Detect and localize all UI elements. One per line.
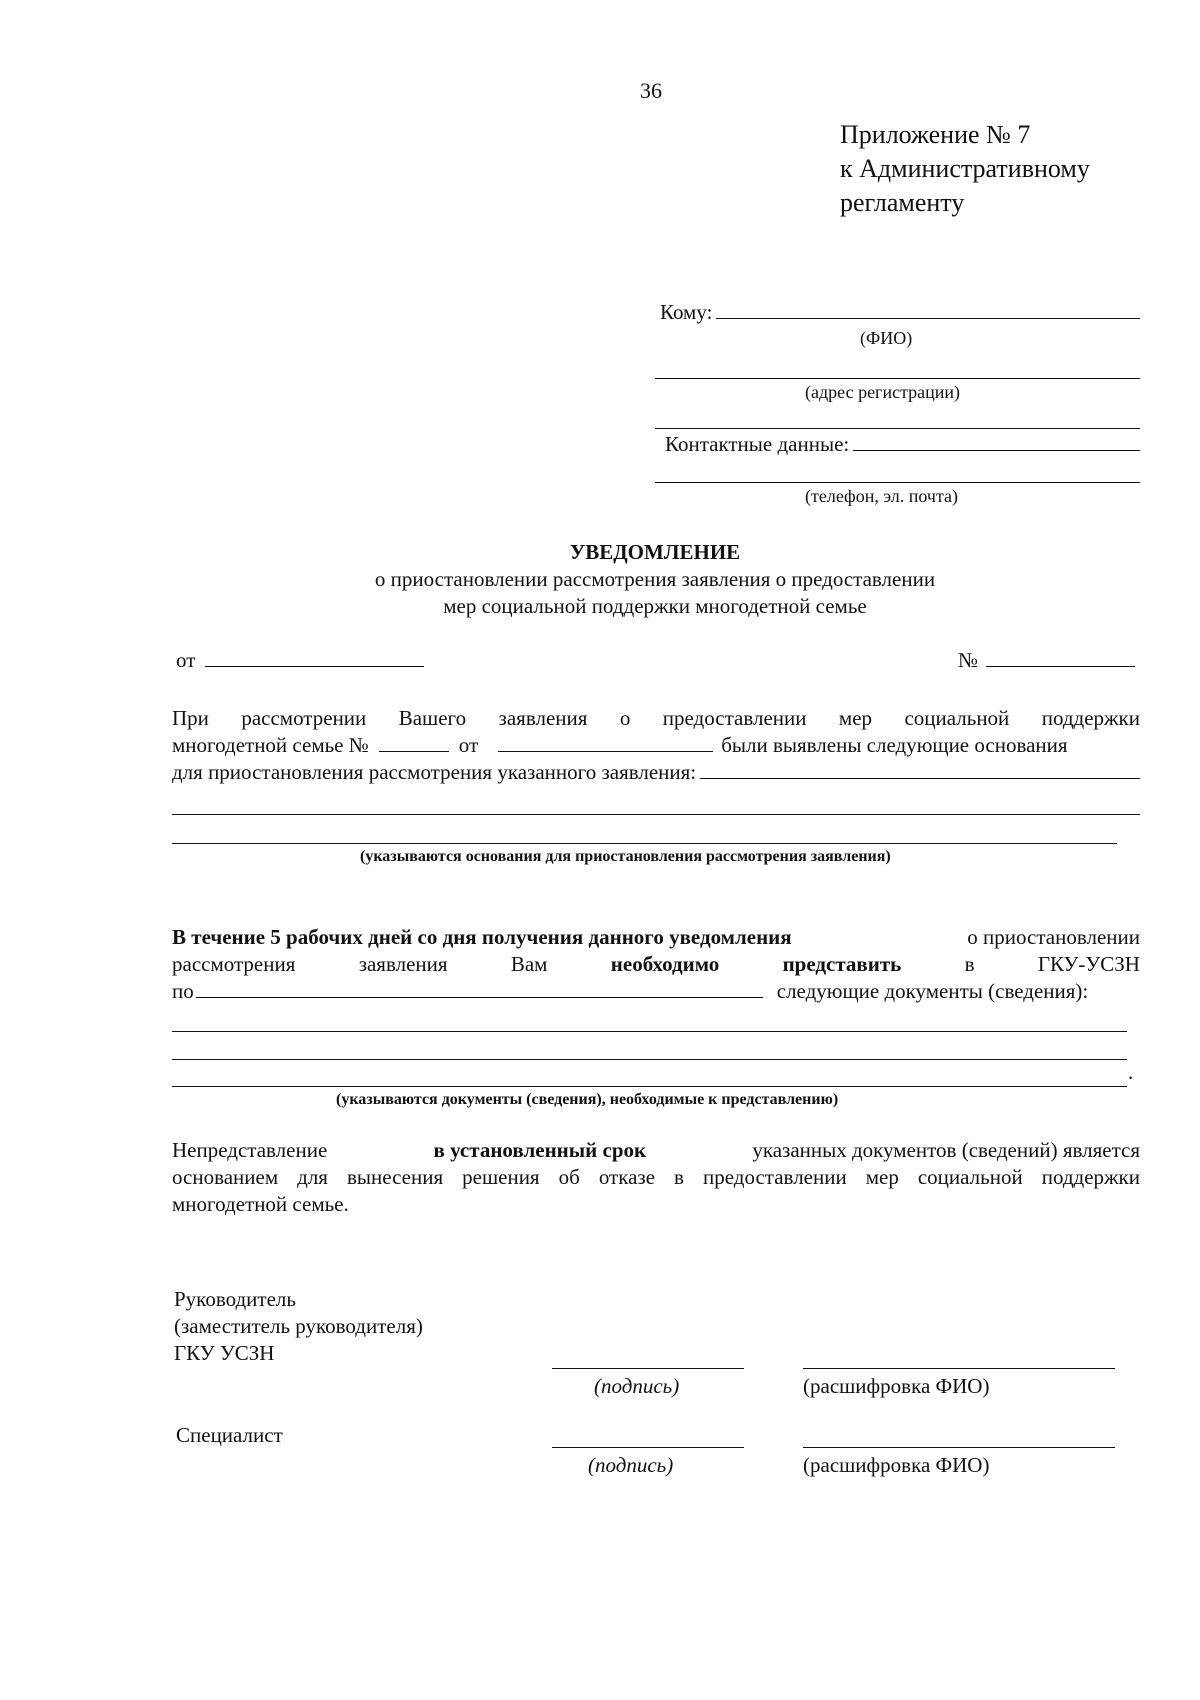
- para3-l1-b: в установленный срок: [433, 1138, 647, 1162]
- documents-field-line-2[interactable]: [172, 1059, 1127, 1060]
- grounds-caption: (указываются основания для приостановления рассмотрения заявления): [360, 848, 891, 865]
- para3-line-1: [172, 1138, 1140, 1163]
- para2-w2: заявления: [358, 952, 448, 976]
- document-title: УВЕДОМЛЕНИЕ: [569, 540, 741, 564]
- documents-end-dot: .: [1128, 1060, 1134, 1084]
- application-number-field[interactable]: [379, 751, 449, 752]
- number-row: [958, 648, 1135, 673]
- grounds-field-line-3[interactable]: [172, 843, 1117, 844]
- fio-caption: (ФИО): [860, 328, 913, 348]
- specialist-name-line[interactable]: [803, 1447, 1115, 1448]
- contacts-row: [665, 432, 1140, 457]
- para2-line-2: [172, 952, 1140, 977]
- date-row: [176, 648, 424, 673]
- para2-w7: ГКУ-УСЗН: [1037, 952, 1140, 976]
- para2-line3-a: по: [172, 979, 194, 1003]
- para2-line-3: [172, 979, 1140, 1004]
- para3-line-2: основанием для вынесения решения об отказе в предоставлении мер социальной поддержки: [172, 1165, 1140, 1189]
- para1-line2-b: от: [458, 733, 479, 757]
- address-extra-line[interactable]: [655, 428, 1140, 429]
- document-subtitle-2: мер социальной поддержки многодетной семье: [443, 594, 867, 618]
- date-field-line[interactable]: [205, 665, 424, 667]
- specialist-label: Специалист: [176, 1423, 283, 1447]
- address-field-line[interactable]: [655, 378, 1140, 379]
- specialist-name-caption: (расшифровка ФИО): [803, 1453, 990, 1477]
- para2-w6: в: [964, 952, 975, 976]
- head-line-1: Руководитель: [174, 1287, 296, 1311]
- to-field-line[interactable]: [716, 317, 1140, 319]
- head-line-2: (заместитель руководителя): [174, 1314, 423, 1338]
- page-number: 36: [640, 78, 662, 103]
- contacts-extra-line[interactable]: [655, 482, 1140, 483]
- grounds-field-line-2[interactable]: [172, 814, 1140, 815]
- para2-line1-end: о приостановлении: [967, 925, 1140, 949]
- appendix-line-1: Приложение № 7: [840, 120, 1031, 149]
- number-field-line[interactable]: [986, 665, 1135, 667]
- para2-w3: Вам: [510, 952, 548, 976]
- head-title-block: [174, 1286, 423, 1367]
- head-name-caption: (расшифровка ФИО): [803, 1374, 990, 1398]
- specialist-signature-line[interactable]: [552, 1447, 744, 1448]
- para3-l1-a: Непредставление: [172, 1138, 328, 1162]
- number-label: №: [958, 648, 979, 672]
- grounds-field-line-1[interactable]: [700, 777, 1140, 779]
- para1-line-2: [172, 733, 1140, 758]
- specialist-signature-caption: (подпись): [588, 1453, 674, 1477]
- documents-caption: (указываются документы (сведения), необходимые к представлению): [336, 1091, 839, 1108]
- contacts-caption: (телефон, эл. почта): [805, 486, 959, 506]
- head-name-line[interactable]: [803, 1368, 1115, 1369]
- head-line-3: ГКУ УСЗН: [174, 1341, 275, 1365]
- para3-l1-c: указанных документов (сведений) является: [752, 1138, 1140, 1162]
- to-row: [660, 300, 1140, 325]
- para1-line-1: При рассмотрении Вашего заявления о предоставлении мер социальной поддержки: [172, 706, 1140, 730]
- appendix-block: [840, 118, 1090, 220]
- para2-w4: необходимо: [610, 952, 720, 976]
- head-signature-line[interactable]: [552, 1368, 744, 1369]
- appendix-line-2: к Административному: [840, 154, 1090, 183]
- para2-line-1: [172, 925, 1140, 950]
- para2-line3-b: следующие документы (сведения):: [776, 979, 1089, 1003]
- para3-line-3: многодетной семье.: [172, 1192, 349, 1216]
- para2-w5: представить: [782, 952, 902, 976]
- appendix-line-3: регламенту: [840, 188, 965, 217]
- para1-line3-text: для приостановления рассмотрения указанного заявления:: [172, 760, 697, 784]
- para1-line-3: [172, 760, 1140, 785]
- para2-bold-lead: В течение 5 рабочих дней со дня получения данного уведомления: [172, 925, 792, 949]
- documents-field-line-1[interactable]: [172, 1031, 1127, 1032]
- documents-field-line-3[interactable]: [172, 1086, 1127, 1087]
- para1-line2-a: многодетной семье №: [172, 733, 369, 757]
- para2-w1: рассмотрения: [172, 952, 296, 976]
- application-date-field[interactable]: [498, 751, 713, 752]
- from-label: от: [176, 648, 196, 672]
- address-caption: (адрес регистрации): [805, 382, 961, 402]
- document-subtitle-1: о приостановлении рассмотрения заявления о предоставлении: [374, 567, 936, 591]
- head-signature-caption: (подпись): [594, 1374, 680, 1398]
- para1-line2-c: были выявлены следующие основания: [721, 733, 1068, 757]
- to-label: Кому:: [660, 300, 713, 324]
- contacts-label: Контактные данные:: [665, 432, 850, 456]
- authority-field-line[interactable]: [196, 997, 763, 998]
- contacts-field-line[interactable]: [853, 449, 1140, 451]
